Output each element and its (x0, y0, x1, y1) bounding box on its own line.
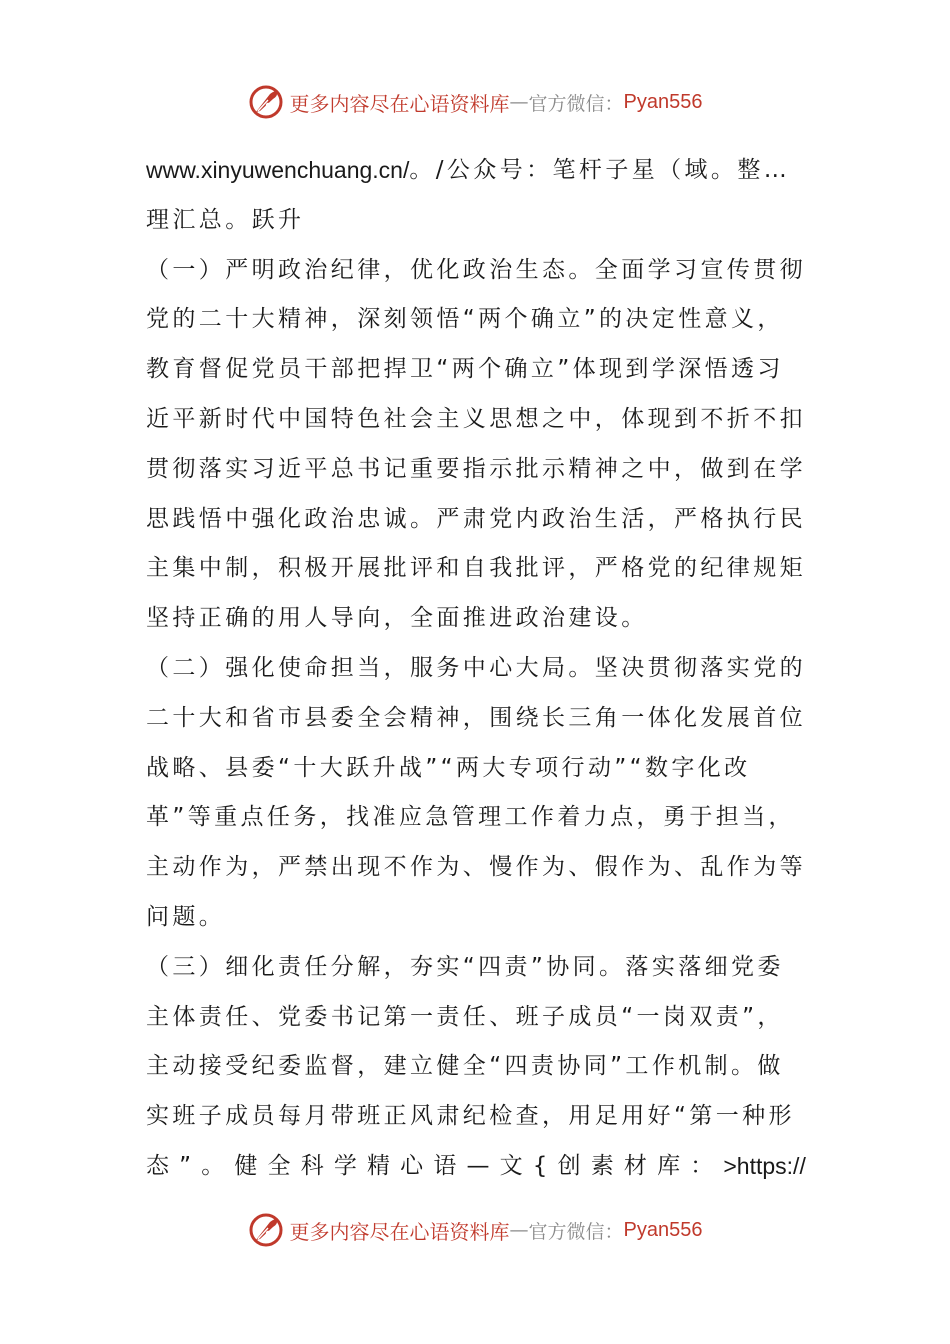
text-line: 党的二十大精神，深刻领悟“两个确立”的决定性意义， (146, 306, 784, 333)
text-line: 问题。 (146, 903, 226, 930)
glyph: { (532, 1152, 548, 1179)
footer-banner (0, 1208, 950, 1252)
banner-title: 更多内容尽在心语资料库 (289, 1219, 510, 1244)
banner-title: 更多内容尽在心语资料库 (289, 91, 510, 116)
text-line: 主动接受纪委监督，建立健全“四责协同”工作机制。做 (146, 1053, 784, 1080)
glyph: 文 (499, 1152, 523, 1179)
glyph: 科 (300, 1152, 324, 1179)
text-line: 近平新时代中国特色社会主义思想之中，体现到不折不扣 (146, 405, 806, 432)
text-line: 教育督促党员干部把捍卫“两个确立”体现到学深悟透习 (146, 356, 784, 383)
text-line-justified (146, 1142, 806, 1192)
text-line: 二十大和省市县委全会精神，围绕长三角一体化发展首位 (146, 704, 806, 731)
text-line: 主体责任、党委书记第一责任、班子成员“一岗双责”， (146, 1003, 784, 1030)
glyph: ： (690, 1152, 714, 1179)
url-fragment: >https:// (723, 1152, 806, 1179)
banner-wechat-id: Pyan556 (623, 90, 703, 113)
text-line: 思践悟中强化政治忠诚。严肃党内政治生活，严格执行民 (146, 505, 806, 532)
website-link[interactable]: www.xinyuwenchuang.cn/ (146, 157, 410, 183)
glyph: 学 (333, 1152, 357, 1179)
glyph: 语 (433, 1152, 457, 1179)
glyph: 健 (234, 1152, 258, 1179)
document-body (146, 146, 806, 1192)
glyph: 态 (146, 1152, 169, 1179)
banner-dash: — (509, 91, 529, 113)
text-line: （二）强化使命担当，服务中心大局。坚决贯彻落实党的 (146, 654, 806, 681)
text-line: 主动作为，严禁出现不作为、慢作为、假作为、乱作为等 (146, 854, 806, 881)
text-line: （三）细化责任分解，夯实“四责”协同。落实落细党委 (146, 953, 784, 980)
quill-logo-icon (248, 1212, 284, 1248)
header-banner (0, 80, 950, 124)
glyph: 库 (657, 1152, 681, 1179)
glyph: 创 (557, 1152, 581, 1179)
glyph: — (466, 1152, 490, 1179)
text-line: 战略、县委“十大跃升战”“两大专项行动”“数字化改 (146, 754, 751, 781)
text-line: 贯彻落实习近平总书记重要指示批示精神之中，做到在学 (146, 455, 806, 482)
glyph: ” (179, 1152, 192, 1179)
banner-wechat-label: 官方微信： (528, 1220, 624, 1243)
quill-logo-icon (248, 84, 284, 120)
glyph: 素 (590, 1152, 614, 1179)
text-line: 革”等重点任务，找准应急管理工作着力点，勇于担当， (146, 804, 795, 831)
glyph: 全 (267, 1152, 291, 1179)
text-line: 理汇总。跃升 (146, 206, 305, 233)
banner-dash: — (509, 1219, 529, 1241)
text-line: 实班子成员每月带班正风肃纪检查，用足用好“第一种形 (146, 1103, 795, 1130)
banner-wechat-id: Pyan556 (623, 1218, 703, 1241)
glyph: 精 (367, 1152, 391, 1179)
text-line: （一）严明政治纪律，优化政治生态。全面学习宣传贯彻 (146, 256, 806, 283)
text-line-url (146, 146, 806, 196)
glyph: 。 (201, 1152, 225, 1179)
text-line: 主集中制，积极开展批评和自我批评，严格党的纪律规矩 (146, 555, 806, 582)
glyph: 材 (623, 1152, 647, 1179)
glyph: 心 (400, 1152, 424, 1179)
banner-wechat-label: 官方微信： (528, 92, 624, 115)
url-line-tail: 。/公众号：笔杆子星（域。整… (409, 157, 791, 183)
text-line: 坚持正确的用人导向，全面推进政治建设。 (146, 605, 648, 632)
